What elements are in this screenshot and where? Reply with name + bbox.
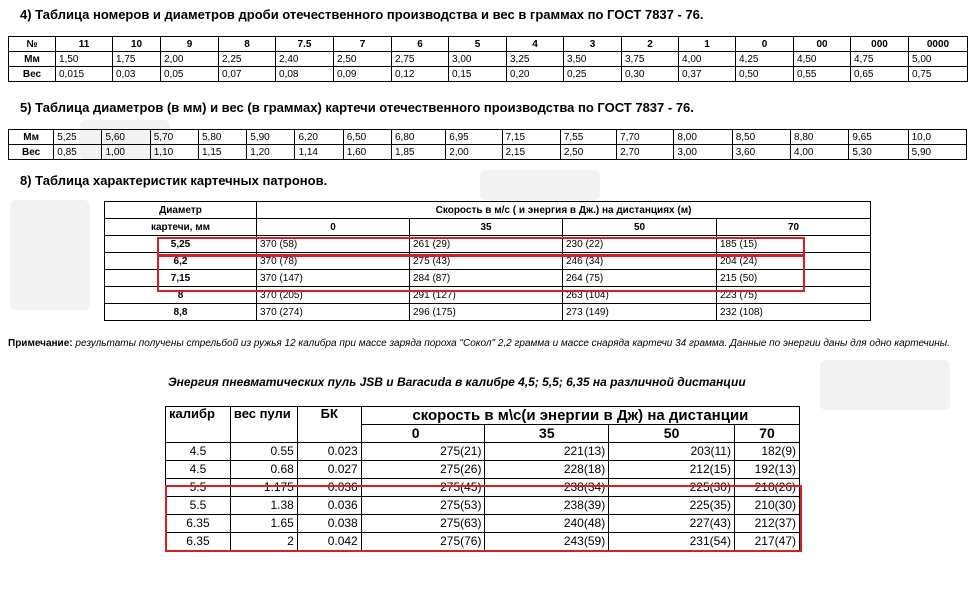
table-cell: 6,95 [446,130,502,145]
table-cell: 2,50 [560,145,616,160]
header-cell: 3 [564,37,622,52]
footnote [8,337,958,350]
table-cell: 0.68 [230,461,297,479]
table-cell: 2,25 [219,52,276,67]
table-cell: 9,65 [849,130,908,145]
header-cell: 11 [56,37,113,52]
section-4-title: 4) Таблица номеров и диаметров дроби отечественного производства и вес в граммах по ГОСТ 7837 - 76. [20,7,704,22]
table-cell: 7,15 [502,130,560,145]
buckshot-table [8,129,967,160]
table-cell: 5,70 [150,130,198,145]
table-cell: 3,00 [674,145,732,160]
table-cell: 0,75 [909,67,968,82]
table-cell: 192(13) [734,461,799,479]
table-cell: 4,75 [851,52,909,67]
table-cell: 4,25 [736,52,794,67]
table-cell: 370 (274) [257,304,410,321]
table-cell: 1,14 [295,145,343,160]
pneumatic-header-row [166,407,800,425]
table-cell: 2,50 [334,52,392,67]
table-cell: 231(54) [609,533,735,551]
table-cell: 4,50 [794,52,851,67]
cartridge-table [104,201,871,321]
table-cell: 1,10 [150,145,198,160]
table-cell: 212(15) [609,461,735,479]
table-row [166,497,800,515]
table-cell: 5,60 [102,130,150,145]
table-cell: 0,15 [449,67,507,82]
table-row [166,479,800,497]
table-cell: 6,80 [391,130,445,145]
header-cell: № [9,37,56,52]
table-cell: 210(30) [734,497,799,515]
table-cell: 6.35 [166,515,231,533]
table-cell: 1,60 [343,145,391,160]
table-cell: 243(59) [485,533,609,551]
table-cell: 0.042 [297,533,361,551]
table-cell: 2,40 [276,52,334,67]
footnote-label: Примечание: [8,338,73,349]
table-cell: 0.036 [297,479,361,497]
header-cell: 0 [736,37,794,52]
diameter-cell: 6,2 [105,253,257,270]
table-cell: 1,15 [198,145,246,160]
table-cell: 0,12 [392,67,449,82]
table-row [9,130,967,145]
table-cell: 6,50 [343,130,391,145]
table-cell: 238(39) [485,497,609,515]
table-cell: 275(63) [361,515,485,533]
table-cell: 240(48) [485,515,609,533]
table-cell: 5,25 [54,130,102,145]
header-cell: 1 [679,37,736,52]
table-cell: 10,0 [908,130,966,145]
pneumatic-title: Энергия пневматических пуль JSB и Baracuda в калибре 4,5; 5,5; 6,35 на различной дистанции [168,375,746,389]
table-cell: 4,00 [791,145,849,160]
distance-header: 50 [563,219,717,236]
row-label: Вес [9,145,54,160]
table-cell: 3,75 [622,52,679,67]
table-cell: 275(45) [361,479,485,497]
table-cell: 215 (50) [717,270,871,287]
table-cell: 5,30 [849,145,908,160]
table-cell: 1,75 [113,52,161,67]
table-cell: 370 (205) [257,287,410,304]
table-cell: 238(34) [485,479,609,497]
cartridge-subheader-row [105,219,871,236]
table-cell: 246 (34) [563,253,717,270]
pneumatic-table [165,406,800,551]
row-label: Вес [9,67,56,82]
table-cell: 0,09 [334,67,392,82]
watermark-shape [480,170,600,200]
table-cell: 5,80 [198,130,246,145]
header-cell: 000 [851,37,909,52]
table-cell: 263 (104) [563,287,717,304]
distance-header: 50 [609,425,735,443]
header-cell: 00 [794,37,851,52]
diameter-subheader: картечи, мм [105,219,257,236]
header-cell: 8 [219,37,276,52]
table-cell: 210(26) [734,479,799,497]
table-cell: 5,90 [247,130,295,145]
table-cell: 2 [230,533,297,551]
table-row [105,270,871,287]
table-cell: 225(30) [609,479,735,497]
section-5-title: 5) Таблица диаметров (в мм) и вес (в граммах) картечи отечественного производства по ГОСТ 7837 - 76. [20,100,694,115]
footnote-text: результаты получены стрельбой из ружья 12 калибра при массе заряда пороха "Сокол" 2,2 грамма и массе снаряда картечи 34 грамма. Данные по энергии даны для одно картечины. [72,338,950,349]
table-cell: 0,55 [794,67,851,82]
table-cell: 7,70 [617,130,674,145]
table-cell: 182(9) [734,443,799,461]
table-cell: 3,25 [507,52,564,67]
header-cell: 4 [507,37,564,52]
table-cell: 4,00 [679,52,736,67]
table-cell: 228(18) [485,461,609,479]
table-cell: 2,00 [161,52,219,67]
table-row [9,145,967,160]
table-cell: 1,50 [56,52,113,67]
table-cell: 0,37 [679,67,736,82]
table-cell: 203(11) [609,443,735,461]
table-row [105,287,871,304]
table-cell: 2,70 [617,145,674,160]
table-cell: 0,30 [622,67,679,82]
table-row [166,461,800,479]
table-cell: 370 (78) [257,253,410,270]
table-cell: 261 (29) [410,236,563,253]
table-cell: 225(35) [609,497,735,515]
table-cell: 5.5 [166,479,231,497]
table-cell: 284 (87) [410,270,563,287]
table-cell: 0,50 [736,67,794,82]
table-cell: 1,00 [102,145,150,160]
row-label: Мм [9,52,56,67]
table-cell: 275(26) [361,461,485,479]
table-cell: 2,00 [446,145,502,160]
table-cell: 4.5 [166,461,231,479]
table-cell: 8,00 [674,130,732,145]
table-cell: 0,65 [851,67,909,82]
table-cell: 1.175 [230,479,297,497]
header-cell: 7 [334,37,392,52]
speed-header: Скорость в м/с ( и энергия в Дж.) на дистанциях (м) [257,202,871,219]
table-cell: 1,85 [391,145,445,160]
table-cell: 3,00 [449,52,507,67]
table-cell: 212(37) [734,515,799,533]
table-row [105,304,871,321]
table-cell: 0,20 [507,67,564,82]
diameter-cell: 8 [105,287,257,304]
table-cell: 8,50 [732,130,790,145]
table-cell: 227(43) [609,515,735,533]
watermark-shape [820,360,950,410]
table-cell: 3,60 [732,145,790,160]
table-cell: 275 (43) [410,253,563,270]
table-cell: 370 (58) [257,236,410,253]
table-cell: 0,08 [276,67,334,82]
table-cell: 221(13) [485,443,609,461]
table-cell: 273 (149) [563,304,717,321]
distance-header: 70 [717,219,871,236]
cartridge-header-row [105,202,871,219]
section-8-title: 8) Таблица характеристик картечных патронов. [20,173,328,188]
bc-header: БК [297,407,361,443]
table-cell: 0,85 [54,145,102,160]
diameter-header: Диаметр [105,202,257,219]
table-cell: 1,20 [247,145,295,160]
header-cell: 9 [161,37,219,52]
table-cell: 8,80 [791,130,849,145]
table-cell: 185 (15) [717,236,871,253]
table-cell: 0,07 [219,67,276,82]
table-cell: 2,75 [392,52,449,67]
distance-header: 35 [485,425,609,443]
header-cell: 7.5 [276,37,334,52]
table-row [166,515,800,533]
table-cell: 264 (75) [563,270,717,287]
table-row [9,52,968,67]
distance-header: 35 [410,219,563,236]
table-row [105,236,871,253]
table-cell: 0,05 [161,67,219,82]
table-cell: 204 (24) [717,253,871,270]
table-cell: 5.5 [166,497,231,515]
header-cell: 2 [622,37,679,52]
table-cell: 2,15 [502,145,560,160]
row-label: Мм [9,130,54,145]
table-row [166,533,800,551]
shot-table-header [9,37,968,52]
header-cell: 10 [113,37,161,52]
table-row [105,253,871,270]
table-cell: 232 (108) [717,304,871,321]
table-cell: 275(21) [361,443,485,461]
table-cell: 4.5 [166,443,231,461]
table-cell: 217(47) [734,533,799,551]
diameter-cell: 8,8 [105,304,257,321]
distance-header: 0 [257,219,410,236]
table-cell: 291 (127) [410,287,563,304]
table-cell: 275(76) [361,533,485,551]
distance-header: 70 [734,425,799,443]
table-cell: 296 (175) [410,304,563,321]
table-cell: 0,25 [564,67,622,82]
header-cell: 6 [392,37,449,52]
table-row [9,67,968,82]
table-cell: 0.023 [297,443,361,461]
table-cell: 275(53) [361,497,485,515]
shot-table [8,36,968,82]
table-cell: 0,015 [56,67,113,82]
watermark-shape [10,200,90,310]
table-cell: 6,20 [295,130,343,145]
table-cell: 7,55 [560,130,616,145]
table-cell: 223 (75) [717,287,871,304]
weight-header: вес пули [230,407,297,443]
header-cell: 5 [449,37,507,52]
table-cell: 0.027 [297,461,361,479]
table-cell: 0,03 [113,67,161,82]
table-cell: 5,90 [908,145,966,160]
table-cell: 3,50 [564,52,622,67]
table-cell: 230 (22) [563,236,717,253]
diameter-cell: 5,25 [105,236,257,253]
table-cell: 6.35 [166,533,231,551]
table-cell: 1.65 [230,515,297,533]
table-cell: 370 (147) [257,270,410,287]
distance-header: 0 [361,425,485,443]
table-cell: 0.55 [230,443,297,461]
table-cell: 5,00 [909,52,968,67]
table-cell: 1.38 [230,497,297,515]
header-cell: 0000 [909,37,968,52]
table-cell: 0.038 [297,515,361,533]
caliber-header: калибр [166,407,231,443]
diameter-cell: 7,15 [105,270,257,287]
table-cell: 0.036 [297,497,361,515]
table-row [166,443,800,461]
speed-header: скорость в м\с(и энергии в Дж) на дистанции [361,407,799,425]
